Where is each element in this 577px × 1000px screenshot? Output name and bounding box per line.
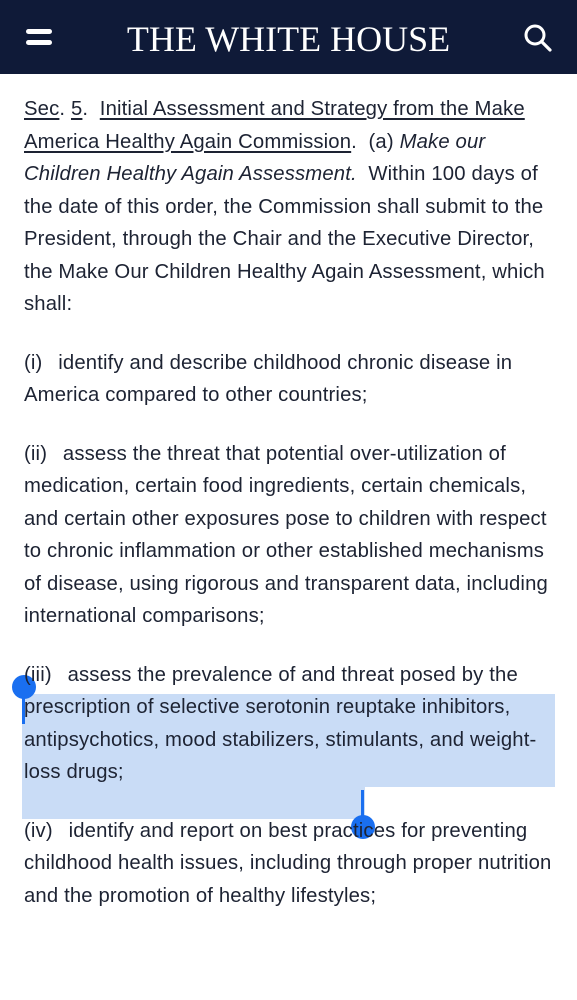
site-title[interactable]: THE WHITE HOUSE xyxy=(126,19,451,59)
subsection-label: (a) xyxy=(368,130,394,153)
search-icon[interactable] xyxy=(522,22,554,54)
list-item-selected xyxy=(24,659,559,789)
item-number: (iv) xyxy=(24,819,53,842)
section-label-link[interactable] xyxy=(24,98,59,120)
article-body xyxy=(24,93,559,938)
item-text: assess the prevalence of and threat posed by the prescription of selective serotonin reuptake inhibitors, antipsychotics, mood stabilizers, stimulants, and weight-loss drugs; xyxy=(24,663,537,783)
menu-bar-bottom xyxy=(26,40,52,45)
section-number: 5 xyxy=(70,98,83,120)
item-text: assess the threat that potential over-utilization of medication, certain food ingredients, certain chemicals, and certain other exposures pose to children with respect to chronic inflammation or other established mechanisms of disease, using rigorous and transparent data, including international comparisons; xyxy=(24,442,548,627)
hamburger-menu-icon[interactable] xyxy=(26,27,52,47)
item-number: (i) xyxy=(24,351,43,374)
section-label: Sec xyxy=(24,98,60,120)
top-nav-bar xyxy=(0,0,577,74)
list-item xyxy=(24,347,559,412)
list-item xyxy=(24,438,559,633)
search-icon-graphic xyxy=(522,22,554,54)
section-intro-paragraph: Sec. 5. Initial Assessment and Strategy from the Make America Healthy Again Commission. (a) Make our Children Healthy Again Assessment. Within 100 days of the date of this order, the Commission shall submit to the President, through the Chair and the Executive Director, the Make Our Children Healthy Again Assessment, which shall: xyxy=(24,98,545,315)
section-heading-link[interactable]: Initial Assessment and Strategy from the Make America Healthy Again Commission xyxy=(24,98,525,153)
list-item xyxy=(24,815,559,913)
item-number: (ii) xyxy=(24,442,48,465)
item-number: (iii) xyxy=(24,663,52,686)
menu-bar-top xyxy=(26,29,52,34)
intro-text: Within 100 days of the date of this order, the Commission shall submit to the President, through the Chair and the Executive Director, the Make Our Children Healthy Again Assessment, which shall: xyxy=(24,163,545,315)
item-text: identify and describe childhood chronic disease in America compared to other countries; xyxy=(24,351,513,406)
item-text: identify and report on best practices for preventing childhood health issues, including through proper nutrition and the promotion of healthy lifestyles; xyxy=(24,819,552,907)
assessment-title: Make our Children Healthy Again Assessment. xyxy=(24,130,486,185)
section-number-link[interactable] xyxy=(71,98,82,120)
